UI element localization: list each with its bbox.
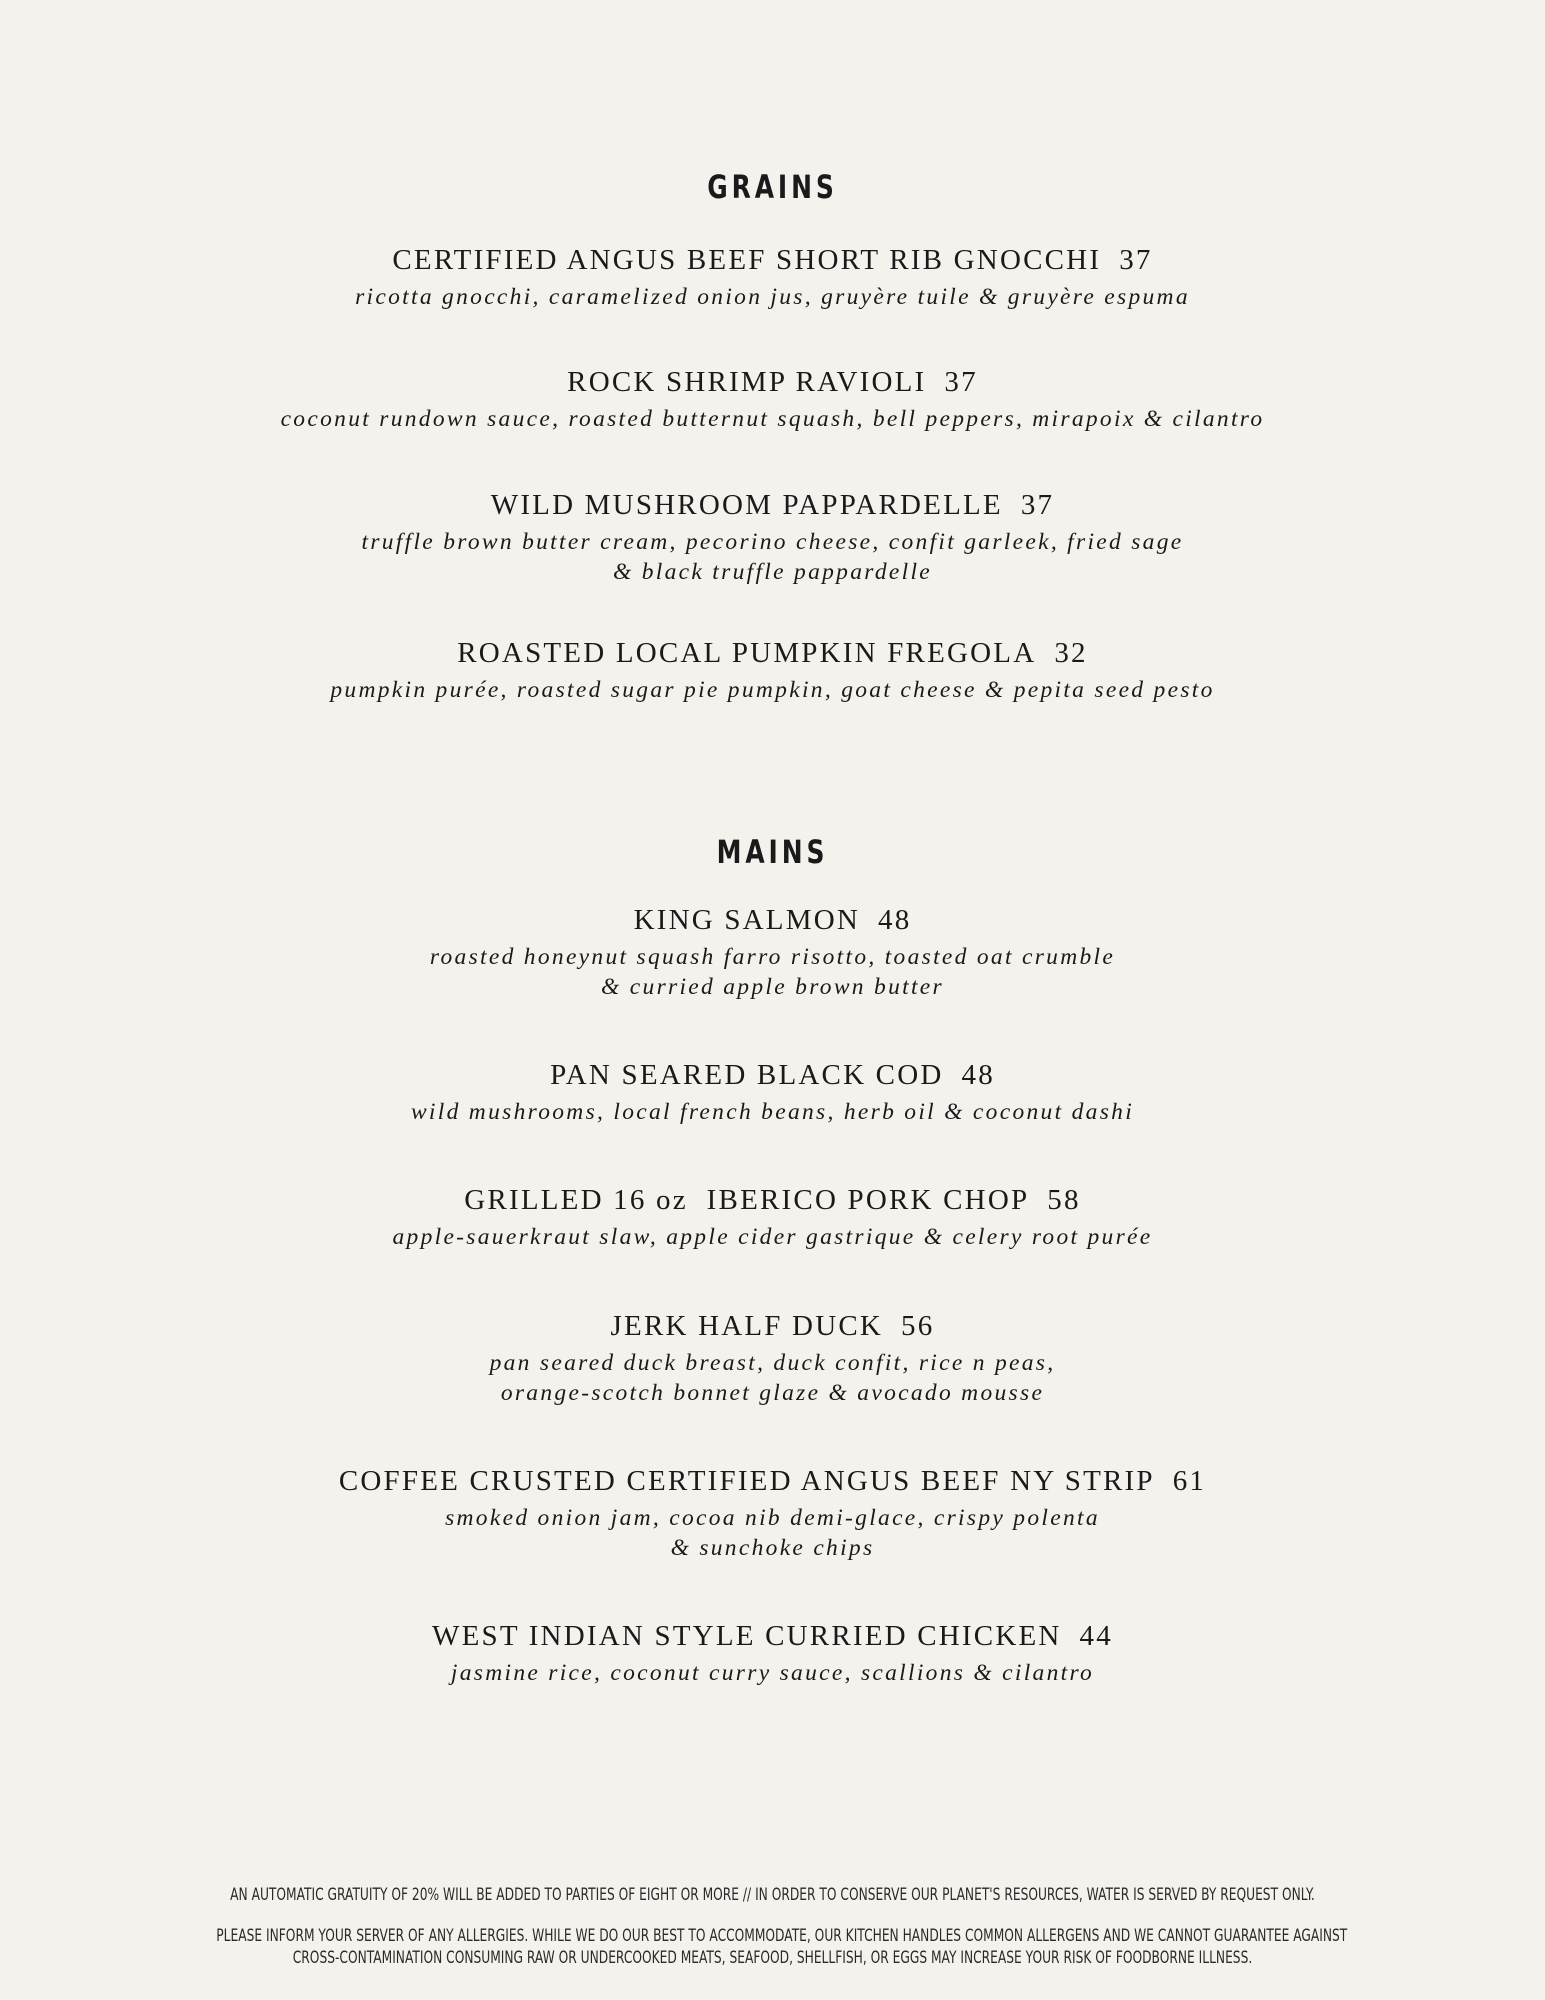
menu-item-description-line: smoked onion jam, cocoa nib demi-glace, crispy polenta bbox=[445, 1505, 1100, 1531]
menu-item-name: COFFEE CRUSTED CERTIFIED ANGUS BEEF NY STRIP bbox=[338, 1465, 1155, 1497]
menu-item bbox=[0, 902, 1545, 1002]
menu-item-price: 37 bbox=[1020, 489, 1055, 521]
menu-item-description-line: & sunchoke chips bbox=[670, 1535, 875, 1561]
menu-item bbox=[0, 1618, 1545, 1688]
menu-item-description bbox=[0, 1503, 1545, 1563]
menu-item-name: GRILLED 16 oz IBERICO PORK CHOP bbox=[464, 1184, 1030, 1216]
menu-item bbox=[0, 635, 1545, 705]
menu-item-description-line: ricotta gnocchi, caramelized onion jus, gruyère tuile & gruyère espuma bbox=[355, 284, 1190, 310]
menu-item-price: 37 bbox=[1119, 244, 1153, 276]
menu-item-price: 61 bbox=[1172, 1465, 1207, 1497]
menu-item-title bbox=[0, 242, 1545, 278]
menu-item-description-line: pumpkin purée, roasted sugar pie pumpkin, goat cheese & pepita seed pesto bbox=[330, 677, 1215, 703]
menu-item-description bbox=[0, 942, 1545, 1002]
footer-allergy-notice bbox=[216, 1925, 1348, 1969]
menu-item-title bbox=[0, 487, 1545, 523]
menu-item-price: 44 bbox=[1079, 1620, 1113, 1652]
menu-item-description bbox=[0, 1348, 1545, 1408]
menu-item bbox=[0, 1308, 1545, 1408]
menu-item bbox=[0, 487, 1545, 587]
menu-item-description bbox=[0, 282, 1545, 312]
menu-item-description-line: wild mushrooms, local french beans, herb oil & coconut dashi bbox=[410, 1099, 1135, 1125]
menu-item-description-line: roasted honeynut squash farro risotto, toasted oat crumble bbox=[429, 944, 1116, 970]
section-heading-grains: GRAINS bbox=[707, 168, 838, 206]
menu-item-name: ROASTED LOCAL PUMPKIN FREGOLA bbox=[457, 637, 1037, 669]
menu-item-name: JERK HALF DUCK bbox=[610, 1310, 884, 1342]
menu-item-price: 48 bbox=[878, 904, 912, 936]
menu-item-title bbox=[0, 1057, 1545, 1093]
menu-item-description bbox=[0, 1097, 1545, 1127]
menu-item-description bbox=[0, 1658, 1545, 1688]
menu-item-name: ROCK SHRIMP RAVIOLI bbox=[567, 366, 927, 398]
menu-item-description-line: & black truffle pappardelle bbox=[612, 559, 933, 585]
menu-item-title bbox=[0, 1308, 1545, 1344]
menu-item-description-line: truffle brown butter cream, pecorino cheese, confit garleek, fried sage bbox=[361, 529, 1184, 555]
menu-item-name: PAN SEARED BLACK COD bbox=[550, 1059, 944, 1091]
menu-item bbox=[0, 242, 1545, 312]
menu-item-name: WILD MUSHROOM PAPPARDELLE bbox=[490, 489, 1003, 521]
menu-item-title bbox=[0, 902, 1545, 938]
menu-item-description bbox=[0, 675, 1545, 705]
menu-item bbox=[0, 1182, 1545, 1252]
menu-item-description bbox=[0, 1222, 1545, 1252]
menu-item-title bbox=[0, 1182, 1545, 1218]
footer-line: AN AUTOMATIC GRATUITY OF 20% WILL BE ADDED TO PARTIES OF EIGHT OR MORE // IN ORDER TO CONSERVE OUR PLANET'S RESOURCES, WATER IS SERVED BY REQUEST ONLY. bbox=[230, 1885, 1315, 1905]
menu-item-title bbox=[0, 1463, 1545, 1499]
menu-item bbox=[0, 1463, 1545, 1563]
menu-item-description-line: pan seared duck breast, duck confit, rice n peas, bbox=[489, 1350, 1056, 1376]
footer-line: PLEASE INFORM YOUR SERVER OF ANY ALLERGIES. WHILE WE DO OUR BEST TO ACCOMMODATE, OUR KITCHEN HANDLES COMMON ALLERGENS AND WE CANNOT GUARANTEE AGAINST bbox=[216, 1926, 1348, 1946]
footer-gratuity-notice bbox=[216, 1884, 1328, 1906]
menu-item-name: WEST INDIAN STYLE CURRIED CHICKEN bbox=[432, 1620, 1062, 1652]
menu-item bbox=[0, 1057, 1545, 1127]
menu-item-price: 58 bbox=[1047, 1184, 1081, 1216]
menu-item-description-line: orange-scotch bonnet glaze & avocado mousse bbox=[500, 1380, 1045, 1406]
menu-item-name: KING SALMON bbox=[633, 904, 860, 936]
section-heading-mains: MAINS bbox=[716, 833, 829, 871]
menu-item-title bbox=[0, 635, 1545, 671]
menu-item-description bbox=[0, 404, 1545, 434]
menu-item-title bbox=[0, 1618, 1545, 1654]
menu-item-description-line: apple-sauerkraut slaw, apple cider gastrique & celery root purée bbox=[392, 1224, 1153, 1250]
menu-item-price: 32 bbox=[1054, 637, 1088, 669]
menu-item-price: 56 bbox=[901, 1310, 935, 1342]
menu-item-description-line: coconut rundown sauce, roasted butternut squash, bell peppers, mirapoix & cilantro bbox=[280, 406, 1265, 432]
menu-item bbox=[0, 364, 1545, 434]
menu-item-price: 48 bbox=[961, 1059, 995, 1091]
menu-item-description bbox=[0, 527, 1545, 587]
menu-item-price: 37 bbox=[944, 366, 978, 398]
menu-item-description-line: jasmine rice, coconut curry sauce, scallions & cilantro bbox=[450, 1660, 1095, 1686]
footer-line: CROSS-CONTAMINATION CONSUMING RAW OR UNDERCOOKED MEATS, SEAFOOD, SHELLFISH, OR EGGS MAY INCREASE YOUR RISK OF FOODBORNE ILLNESS. bbox=[292, 1948, 1253, 1968]
menu-item-title bbox=[0, 364, 1545, 400]
menu-item-name: CERTIFIED ANGUS BEEF SHORT RIB GNOCCHI bbox=[392, 244, 1102, 276]
menu-item-description-line: & curried apple brown butter bbox=[601, 974, 944, 1000]
